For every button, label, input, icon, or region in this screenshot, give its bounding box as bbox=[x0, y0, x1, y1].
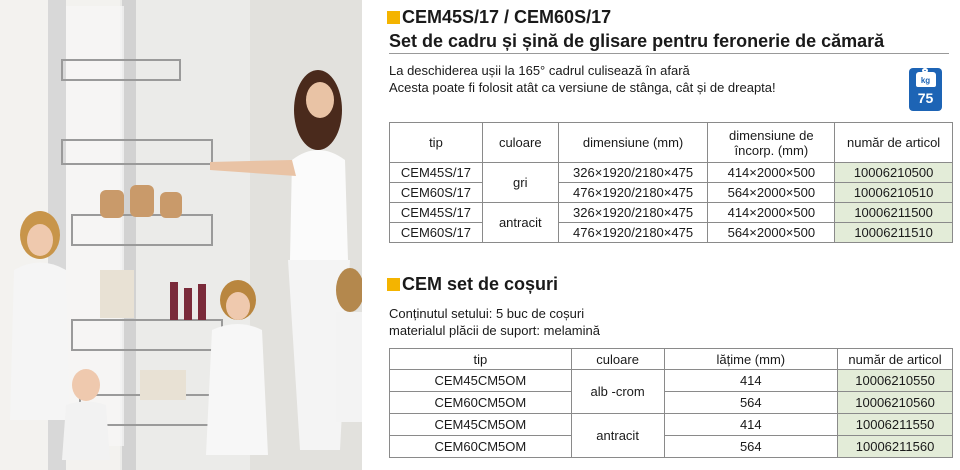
width-cell: 564 bbox=[664, 392, 838, 414]
table-row bbox=[390, 414, 953, 436]
section2-desc-line2: materialul plăcii de suport: melamină bbox=[389, 323, 600, 338]
type-cell: CEM45CM5OM bbox=[390, 370, 572, 392]
table-row bbox=[390, 183, 953, 203]
type-cell: CEM60CM5OM bbox=[390, 392, 572, 414]
article-number-cell: 10006211510 bbox=[835, 223, 953, 243]
section1-desc-line2: Acesta poate fi folosit atât ca versiune de stânga, cât și de dreapta! bbox=[389, 80, 776, 95]
section1-subtitle: Set de cadru și șină de glisare pentru feronerie de cămară bbox=[389, 31, 949, 54]
type-cell: CEM60CM5OM bbox=[390, 436, 572, 458]
article-number-cell: 10006210510 bbox=[835, 183, 953, 203]
width-cell: 414 bbox=[664, 370, 838, 392]
color-cell: gri bbox=[482, 163, 558, 203]
width-cell: 414 bbox=[664, 414, 838, 436]
load-value: 75 bbox=[917, 90, 934, 106]
load-capacity-badge bbox=[909, 68, 942, 111]
install-dimension-cell: 564×2000×500 bbox=[708, 223, 835, 243]
table-row bbox=[390, 370, 953, 392]
section2-description bbox=[389, 305, 600, 339]
load-unit: kg bbox=[920, 76, 931, 85]
weight-icon bbox=[916, 72, 936, 87]
section2-desc-line1: Conținutul setului: 5 buc de coșuri bbox=[389, 306, 585, 321]
column-header: dimensiune (mm) bbox=[558, 123, 708, 163]
color-cell: antracit bbox=[571, 414, 664, 458]
column-header: lățime (mm) bbox=[664, 349, 838, 370]
type-cell: CEM45CM5OM bbox=[390, 414, 572, 436]
table-header-row bbox=[390, 123, 953, 163]
table-row bbox=[390, 203, 953, 223]
table-row bbox=[390, 392, 953, 414]
column-header: dimensiune de încorp. (mm) bbox=[708, 123, 835, 163]
article-number-cell: 10006210550 bbox=[838, 370, 953, 392]
accent-square bbox=[387, 278, 400, 291]
table-header-row bbox=[390, 349, 953, 370]
article-number-cell: 10006210560 bbox=[838, 392, 953, 414]
article-number-cell: 10006211550 bbox=[838, 414, 953, 436]
product-info bbox=[387, 0, 953, 470]
table-row bbox=[390, 163, 953, 183]
pantry-illustration bbox=[0, 0, 362, 470]
column-header: tip bbox=[390, 123, 483, 163]
type-cell: CEM45S/17 bbox=[390, 163, 483, 183]
article-number-cell: 10006211500 bbox=[835, 203, 953, 223]
color-cell: alb -crom bbox=[571, 370, 664, 414]
dimension-cell: 476×1920/2180×475 bbox=[558, 183, 708, 203]
type-cell: CEM60S/17 bbox=[390, 223, 483, 243]
install-dimension-cell: 414×2000×500 bbox=[708, 203, 835, 223]
section2-title-text: CEM set de coșuri bbox=[402, 274, 559, 294]
column-header: număr de articol bbox=[835, 123, 953, 163]
section1-title-text: CEM45S/17 / CEM60S/17 bbox=[402, 7, 612, 27]
product-photo bbox=[0, 0, 362, 470]
section1-title bbox=[387, 7, 611, 27]
dimension-cell: 326×1920/2180×475 bbox=[558, 163, 708, 183]
column-header: culoare bbox=[482, 123, 558, 163]
section2-title bbox=[387, 274, 558, 294]
section1-desc-line1: La deschiderea ușii la 165° cadrul culisează în afară bbox=[389, 63, 690, 78]
accent-square bbox=[387, 11, 400, 24]
column-header: culoare bbox=[571, 349, 664, 370]
column-header: tip bbox=[390, 349, 572, 370]
color-cell: antracit bbox=[482, 203, 558, 243]
dimension-cell: 326×1920/2180×475 bbox=[558, 203, 708, 223]
article-number-cell: 10006210500 bbox=[835, 163, 953, 183]
dimension-cell: 476×1920/2180×475 bbox=[558, 223, 708, 243]
width-cell: 564 bbox=[664, 436, 838, 458]
basket-spec-table bbox=[389, 348, 953, 458]
table-row bbox=[390, 223, 953, 243]
frame-spec-table bbox=[389, 122, 953, 243]
section1-description bbox=[389, 62, 776, 96]
install-dimension-cell: 414×2000×500 bbox=[708, 163, 835, 183]
column-header: număr de articol bbox=[838, 349, 953, 370]
type-cell: CEM45S/17 bbox=[390, 203, 483, 223]
table-row bbox=[390, 436, 953, 458]
article-number-cell: 10006211560 bbox=[838, 436, 953, 458]
install-dimension-cell: 564×2000×500 bbox=[708, 183, 835, 203]
type-cell: CEM60S/17 bbox=[390, 183, 483, 203]
